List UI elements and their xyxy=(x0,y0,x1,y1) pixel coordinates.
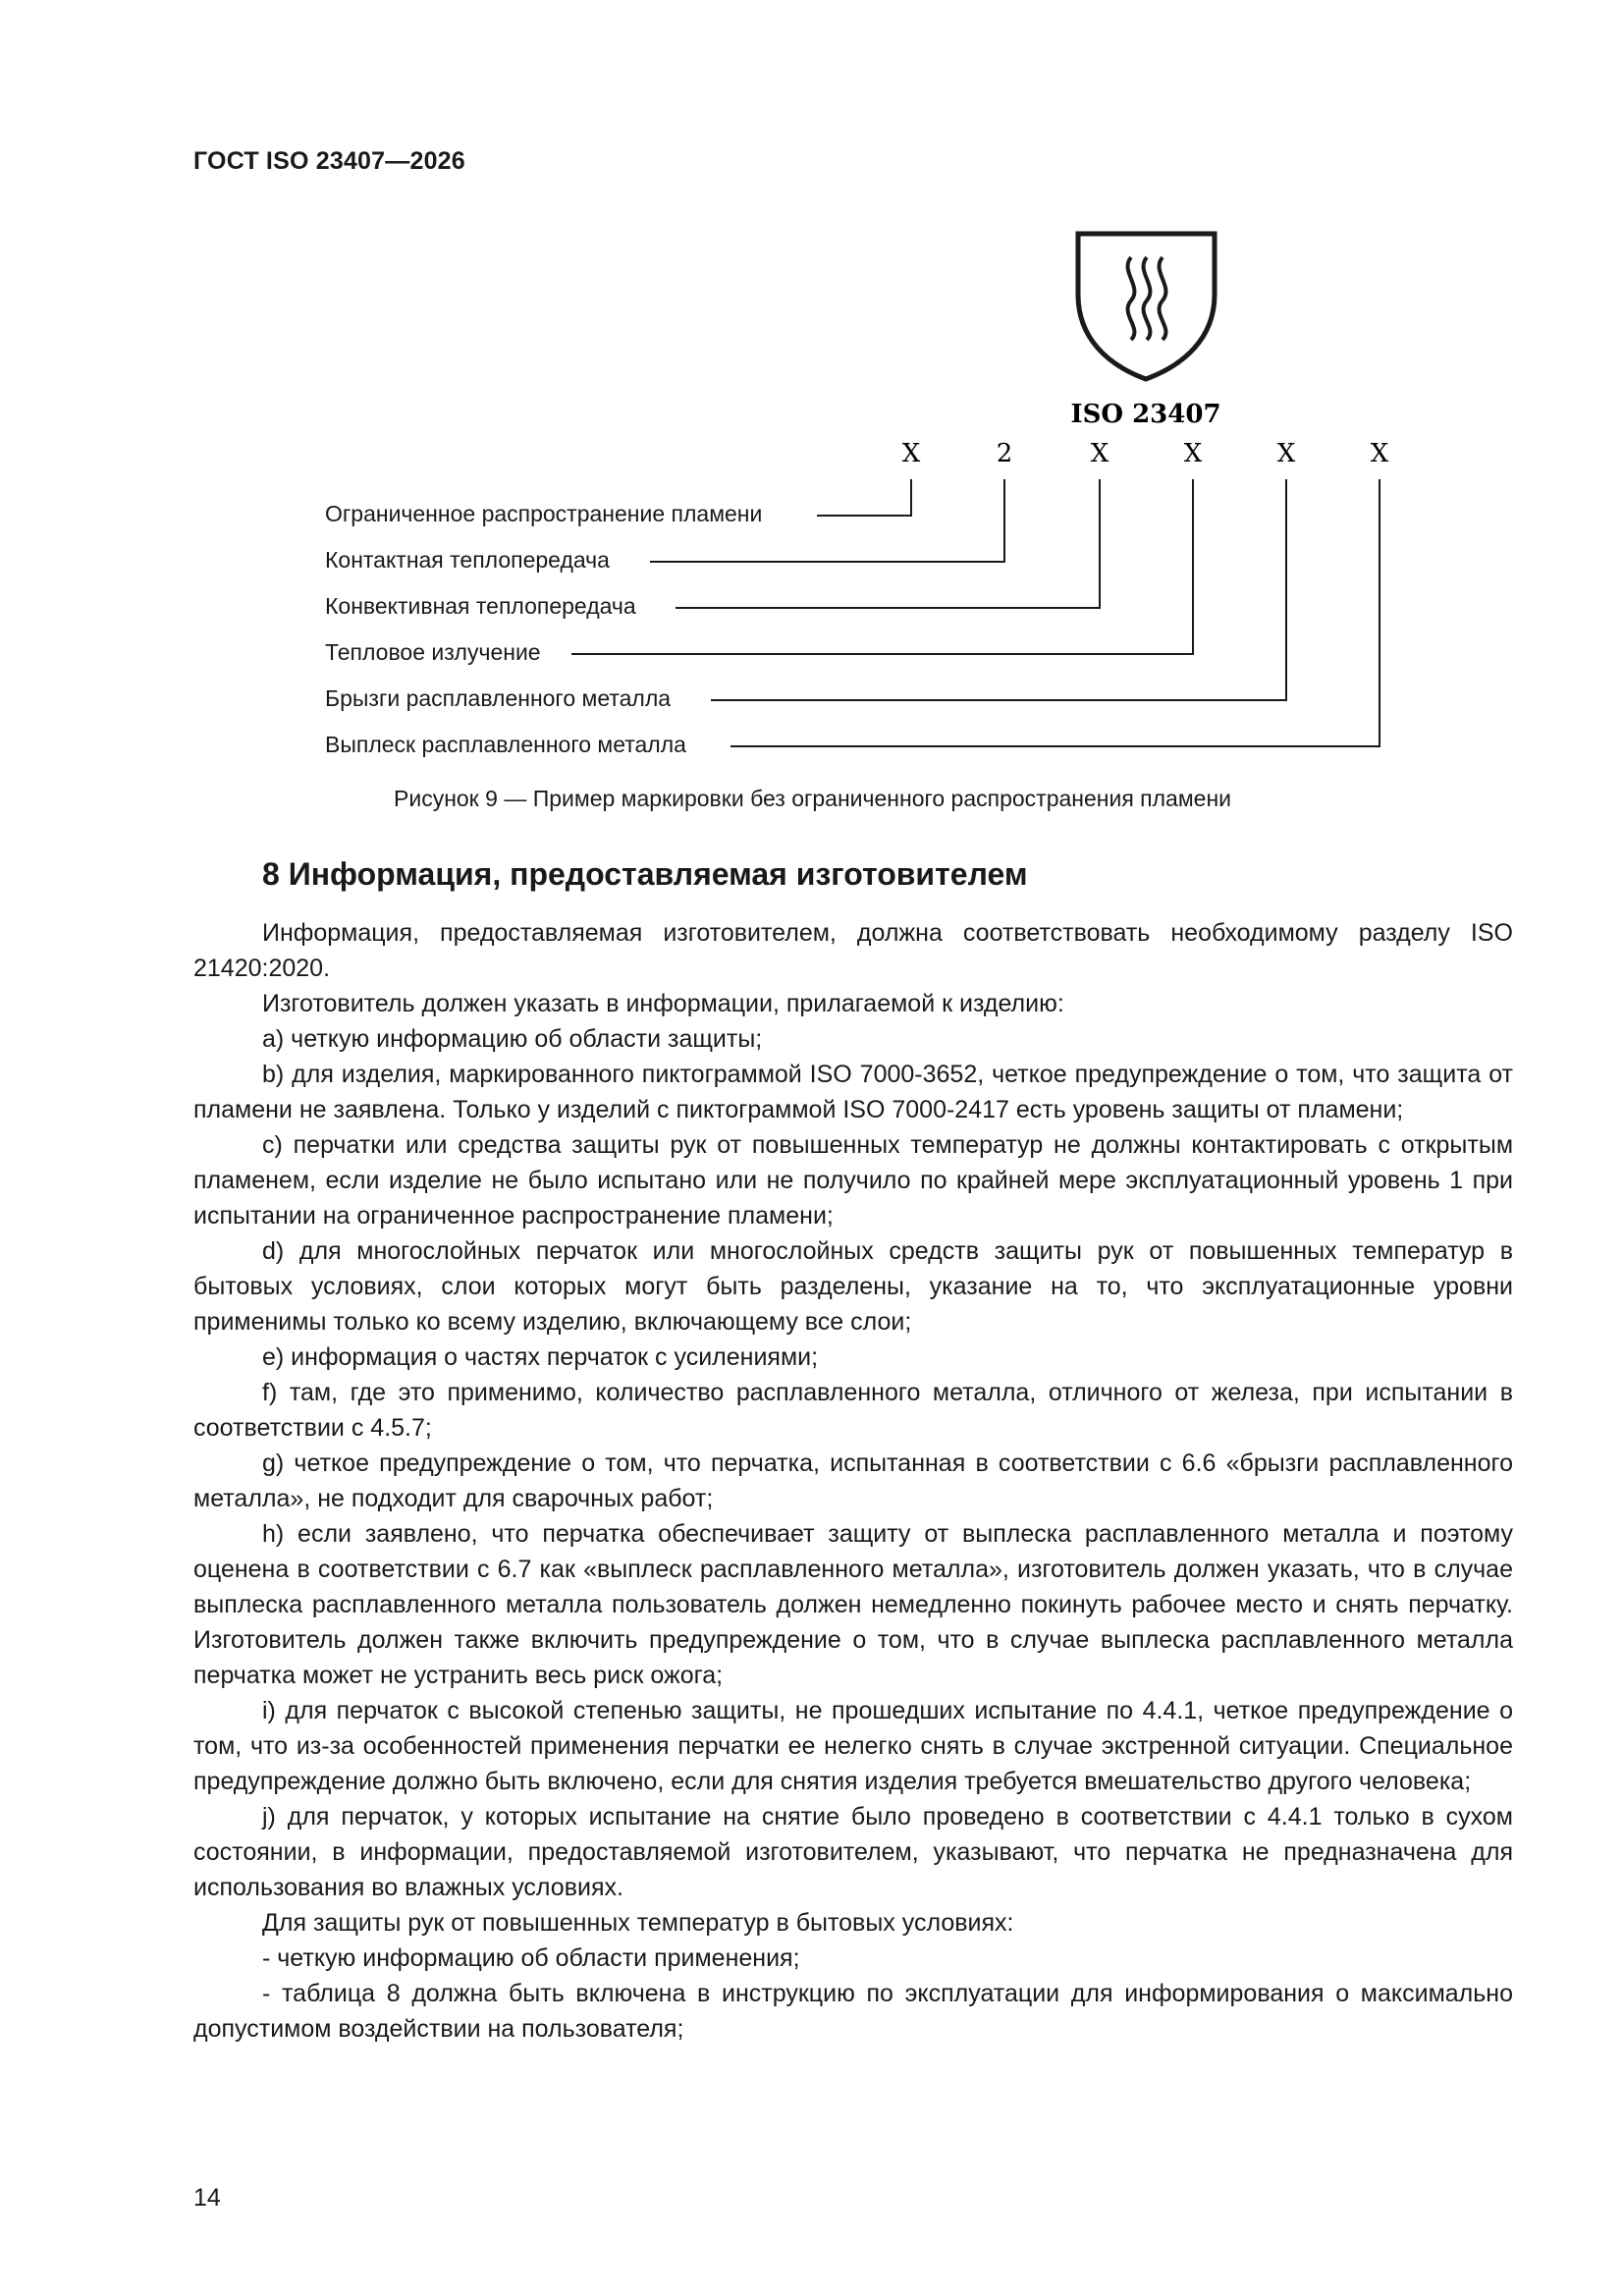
code-letter-4: X xyxy=(1183,439,1203,468)
code-letter-5: X xyxy=(1276,439,1296,468)
code-letter-6: X xyxy=(1370,439,1389,468)
document-header: ГОСТ ISO 23407—2026 xyxy=(193,147,465,175)
iso-label: ISO 23407 xyxy=(1070,400,1221,429)
code-letter-1: X xyxy=(901,439,921,468)
list-item: j) для перчаток, у которых испытание на снятие было проведено в соответствии с 4.4.1 только в сухом состоянии, в информации, предоставляемой изготовителем, указывают, что перчатка не предназначена для использования во влажных условиях. xyxy=(193,1803,1513,1901)
paragraph: Информация, предоставляемая изготовителем, должна соответствовать необходимому разделу ISO 21420:2020. xyxy=(193,919,1513,982)
list-item: d) для многослойных перчаток или многослойных средств защиты рук от повышенных температур в бытовых условиях, слои которых могут быть разделены, указание на то, что эксплуатационные уровни применимы только ко всему изделию, включающему все слои; xyxy=(193,1237,1513,1336)
label-metal-splash: Брызги расплавленного металла xyxy=(325,685,672,711)
list-item: e) информация о частях перчаток с усилениями; xyxy=(262,1343,819,1371)
list-item: c) перчатки или средства защиты рук от повышенных температур не должны контактировать с открытым пламенем, если изделие не было испытано или не получило по крайней мере эксплуатационный уровень 1 при испытании на ограниченное распространение пламени; xyxy=(193,1131,1513,1230)
leader-line-1 xyxy=(817,479,911,516)
code-letter-2: 2 xyxy=(996,439,1013,468)
list-item: h) если заявлено, что перчатка обеспечивает защиту от выплеска расплавленного металла и поэтому оценена в соответствии с 6.7 как «выплеск расплавленного металла», изготовитель должен указать, что в случае выплеска расплавленного металла пользователь должен немедленно покинуть рабочее место и снять перчатку. Изготовитель должен также включить предупреждение о том, что в случае выплеска расплавленного металла перчатка может не устранить весь риск ожога; xyxy=(193,1520,1513,1689)
list-item: i) для перчаток с высокой степенью защиты, не прошедших испытание по 4.4.1, четкое предупреждение о том, что из-за особенностей применения перчатки ее нелегко снять в случае экстренной ситуации. Специальное предупреждение должно быть включено, если для снятия изделия требуется вмешательство другого человека; xyxy=(193,1697,1513,1795)
list-item: b) для изделия, маркированного пиктограммой ISO 7000-3652, четкое предупреждение о том, что защита от пламени не заявлена. Только у изделий с пиктограммой ISO 7000-2417 есть уровень защиты от пламени; xyxy=(193,1061,1513,1123)
paragraph: Изготовитель должен указать в информации, прилагаемой к изделию: xyxy=(262,990,1064,1017)
label-flame-spread: Ограниченное распространение пламени xyxy=(325,501,763,526)
list-item: g) четкое предупреждение о том, что перчатка, испытанная в соответствии с 6.6 «брызги расплавленного металла», не подходит для сварочных работ; xyxy=(193,1449,1513,1512)
leader-line-6 xyxy=(730,479,1380,746)
marking-figure xyxy=(0,0,1623,835)
leader-line-5 xyxy=(711,479,1286,700)
page-number: 14 xyxy=(193,2184,221,2212)
list-item: a) четкую информацию об области защиты; xyxy=(262,1025,763,1053)
label-convective-heat: Конвективная теплопередача xyxy=(325,593,636,619)
heat-shield-icon xyxy=(1078,234,1215,379)
figure-caption-text: Рисунок 9 — Пример маркировки без ограниченного распространения пламени xyxy=(394,786,1231,811)
section-body xyxy=(193,915,1513,2047)
leader-line-3 xyxy=(676,479,1100,608)
figure-caption xyxy=(0,786,1623,812)
label-radiant-heat: Тепловое излучение xyxy=(325,639,541,665)
label-contact-heat: Контактная теплопередача xyxy=(325,547,610,573)
paragraph: Для защиты рук от повышенных температур в бытовых условиях: xyxy=(262,1909,1014,1937)
section-title: 8 Информация, предоставляемая изготовителем xyxy=(262,856,1028,892)
label-metal-spill: Выплеск расплавленного металла xyxy=(325,732,686,757)
list-item: - четкую информацию об области применения; xyxy=(262,1944,800,1972)
list-item: - таблица 8 должна быть включена в инструкцию по эксплуатации для информирования о максимально допустимом воздействии на пользователя; xyxy=(193,1980,1513,2043)
list-item: f) там, где это применимо, количество расплавленного металла, отличного от железа, при испытании в соответствии с 4.5.7; xyxy=(193,1379,1513,1442)
code-letter-3: X xyxy=(1090,439,1109,468)
